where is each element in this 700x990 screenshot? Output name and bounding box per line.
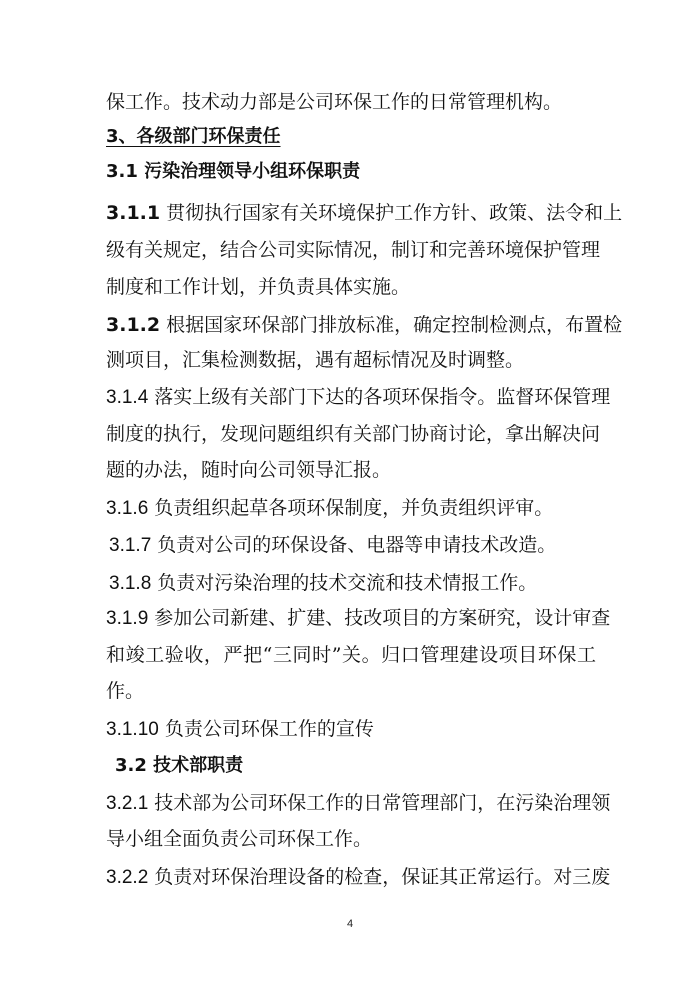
text-line: 题的办法，随时向公司领导汇报。 xyxy=(106,459,392,481)
text-line: 3.1.10 负责公司环保工作的宣传 xyxy=(106,718,374,740)
text-line: 3.1.7 负责对公司的环保设备、电器等申请技术改造。 xyxy=(109,534,557,556)
clause-number: 3.1.4 xyxy=(106,387,149,408)
text-line: 3.1.4 落实上级有关部门下达的各项环保指令。监督环保管理 xyxy=(106,386,611,408)
text-line: 3.2.2 负责对环保治理设备的检查，保证其正常运行。对三废 xyxy=(106,866,611,888)
page-number: 4 xyxy=(346,918,354,930)
text-line: 制度和工作计划，并负责具体实施。 xyxy=(106,276,411,298)
text-line: 测项目，汇集检测数据，遇有超标情况及时调整。 xyxy=(106,349,525,371)
text-line: 作。 xyxy=(106,680,145,702)
subsection-heading: 3.1 污染治理领导小组环保职责 xyxy=(106,161,361,182)
section-heading: 3、各级部门环保责任 xyxy=(106,126,281,147)
text-line: 3.1.1 贯彻执行国家有关环境保护工作方针、政策、法令和上 xyxy=(106,202,623,224)
clause-number: 3.1.1 xyxy=(106,202,161,224)
clause-number: 3.1.10 xyxy=(106,719,159,740)
clause-number: 3.2.1 xyxy=(106,793,149,814)
text-line: 保工作。技术动力部是公司环保工作的日常管理机构。 xyxy=(106,91,563,113)
text-line: 3.1.8 负责对污染治理的技术交流和技术情报工作。 xyxy=(109,572,538,594)
clause-number: 3.1.9 xyxy=(106,608,149,629)
clause-number: 3.1.7 xyxy=(109,535,152,556)
text-line: 级有关规定，结合公司实际情况，制订和完善环境保护管理 xyxy=(106,239,601,261)
text-line: 3.1.6 负责组织起草各项环保制度，并负责组织评审。 xyxy=(106,497,554,519)
subsection-heading: 3.2 技术部职责 xyxy=(115,755,244,776)
clause-number: 3.1.6 xyxy=(106,498,149,519)
clause-number: 3.1.2 xyxy=(106,314,161,336)
text-line: 制度的执行，发现问题组织有关部门协商讨论，拿出解决问 xyxy=(106,423,601,445)
text-line: 3.1.9 参加公司新建、扩建、技改项目的方案研究，设计审查 xyxy=(106,607,611,629)
clause-number: 3.2.2 xyxy=(106,867,149,888)
text-line: 导小组全面负责公司环保工作。 xyxy=(106,828,373,850)
text-line: 3.1.2 根据国家环保部门排放标准，确定控制检测点，布置检 xyxy=(106,314,623,336)
text-line: 3.2.1 技术部为公司环保工作的日常管理部门，在污染治理领 xyxy=(106,792,611,814)
text-line: 和竣工验收，严把“三同时”关。归口管理建设项目环保工 xyxy=(106,644,596,666)
clause-number: 3.1.8 xyxy=(109,573,152,594)
